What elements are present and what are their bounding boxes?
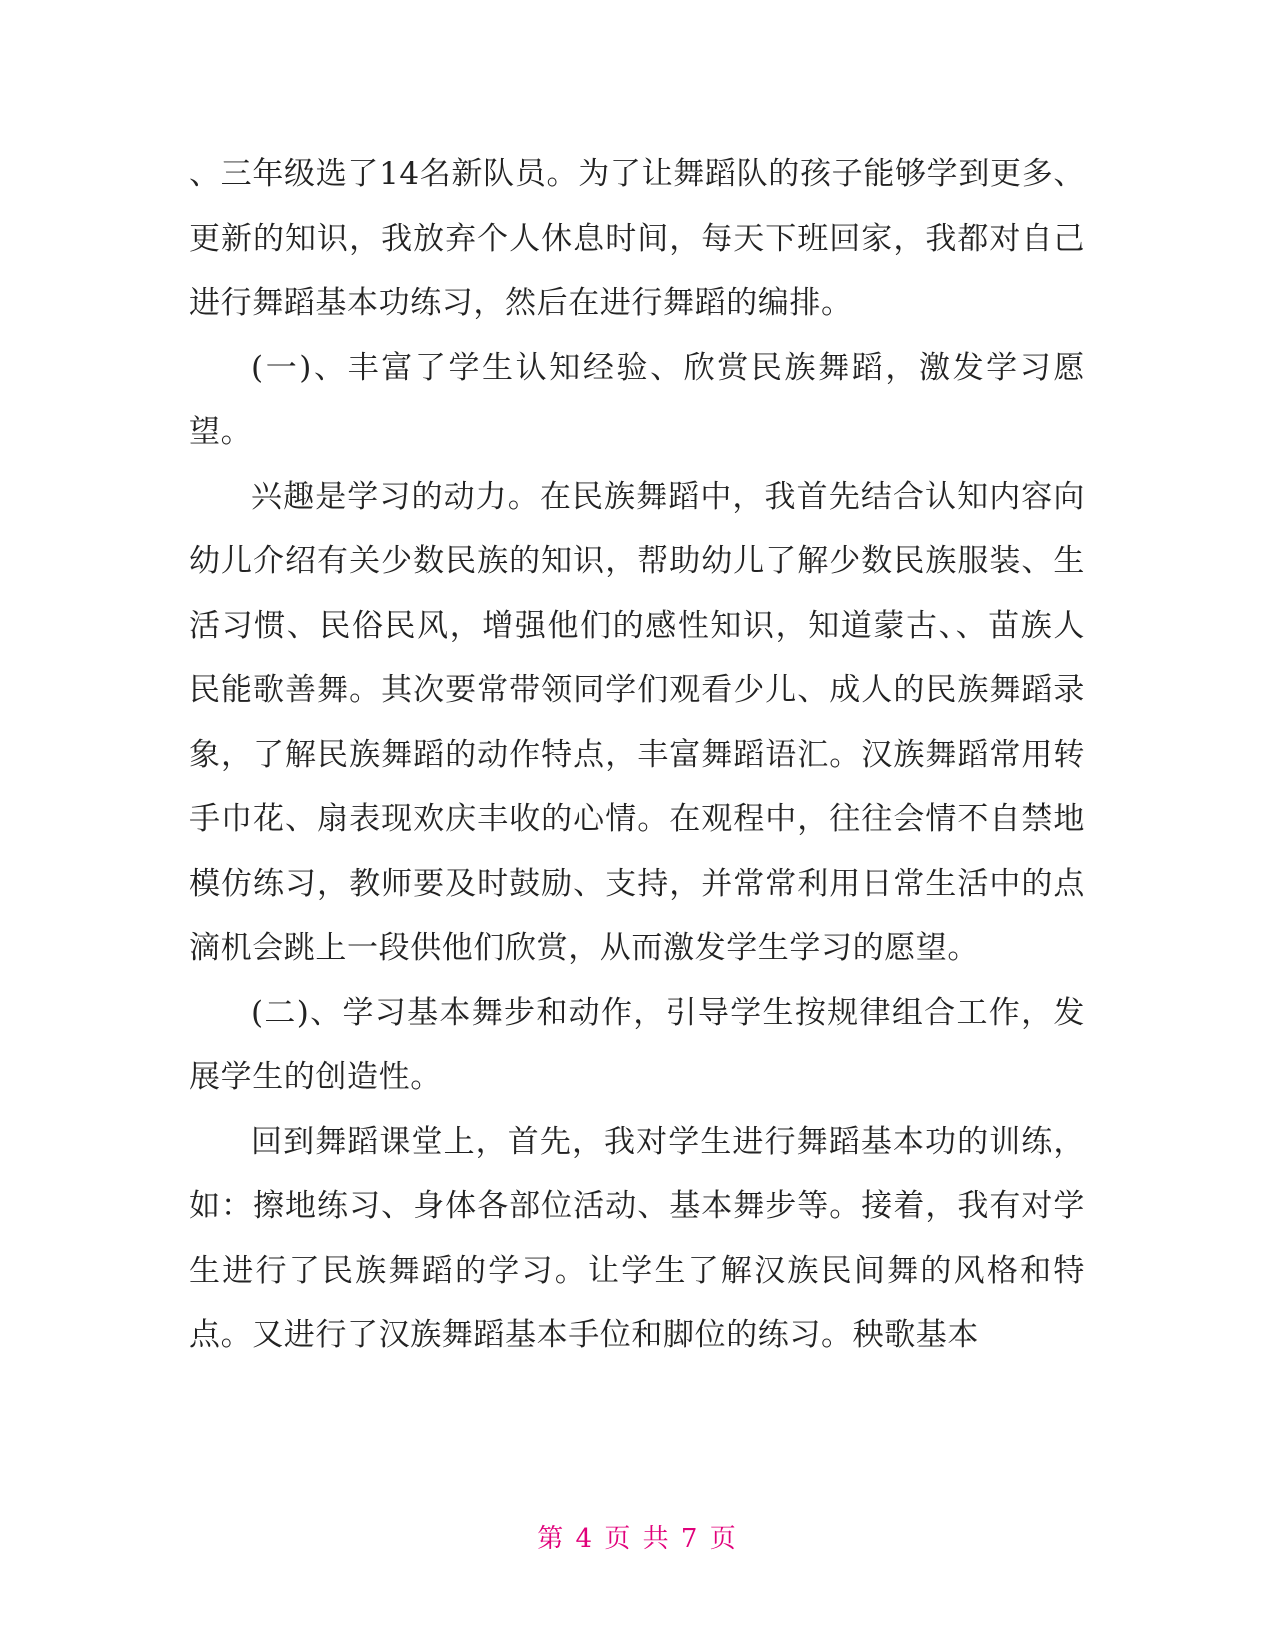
paragraph-2-heading: (一)、丰富了学生认知经验、欣赏民族舞蹈，激发学习愿望。 bbox=[189, 349, 1085, 450]
paragraph-3: 兴趣是学习的动力。在民族舞蹈中，我首先结合认知内容向幼儿介绍有关少数民族的知识，帮助幼儿了解少数民族服装、生活习惯、民俗民风，增强他们的感性知识，知道蒙古、、苗族人民能歌善舞。其次要常带领同学们观看少儿、成人的民族舞蹈录象，了解民族舞蹈的动作特点，丰富舞蹈语汇。汉族舞蹈常用转手巾花、扇表现欢庆丰收的心情。在观程中，往往会情不自禁地模仿练习，教师要及时鼓励、支持，并常常利用日常生活中的点滴机会跳上一段供他们欣赏，从而激发学生学习的愿望。 bbox=[189, 478, 1085, 966]
page-number: 第 4 页 共 7 页 bbox=[537, 1524, 738, 1554]
paragraph-1: 、三年级选了14名新队员。为了让舞蹈队的孩子能够学到更多、更新的知识，我放弃个人休息时间，每天下班回家，我都对自己进行舞蹈基本功练习，然后在进行舞蹈的编排。 bbox=[189, 156, 1085, 321]
paragraph-5: 回到舞蹈课堂上，首先，我对学生进行舞蹈基本功的训练，如：擦地练习、身体各部位活动、基本舞步等。接着，我有对学生进行了民族舞蹈的学习。让学生了解汉族民间舞的风格和特点。又进行了汉族舞蹈基本手位和脚位的练习。秧歌基本 bbox=[189, 1123, 1085, 1353]
document-body bbox=[189, 142, 1085, 1368]
page-footer bbox=[0, 1519, 1275, 1559]
paragraph-4-heading: (二)、学习基本舞步和动作，引导学生按规律组合工作，发展学生的创造性。 bbox=[189, 994, 1085, 1095]
